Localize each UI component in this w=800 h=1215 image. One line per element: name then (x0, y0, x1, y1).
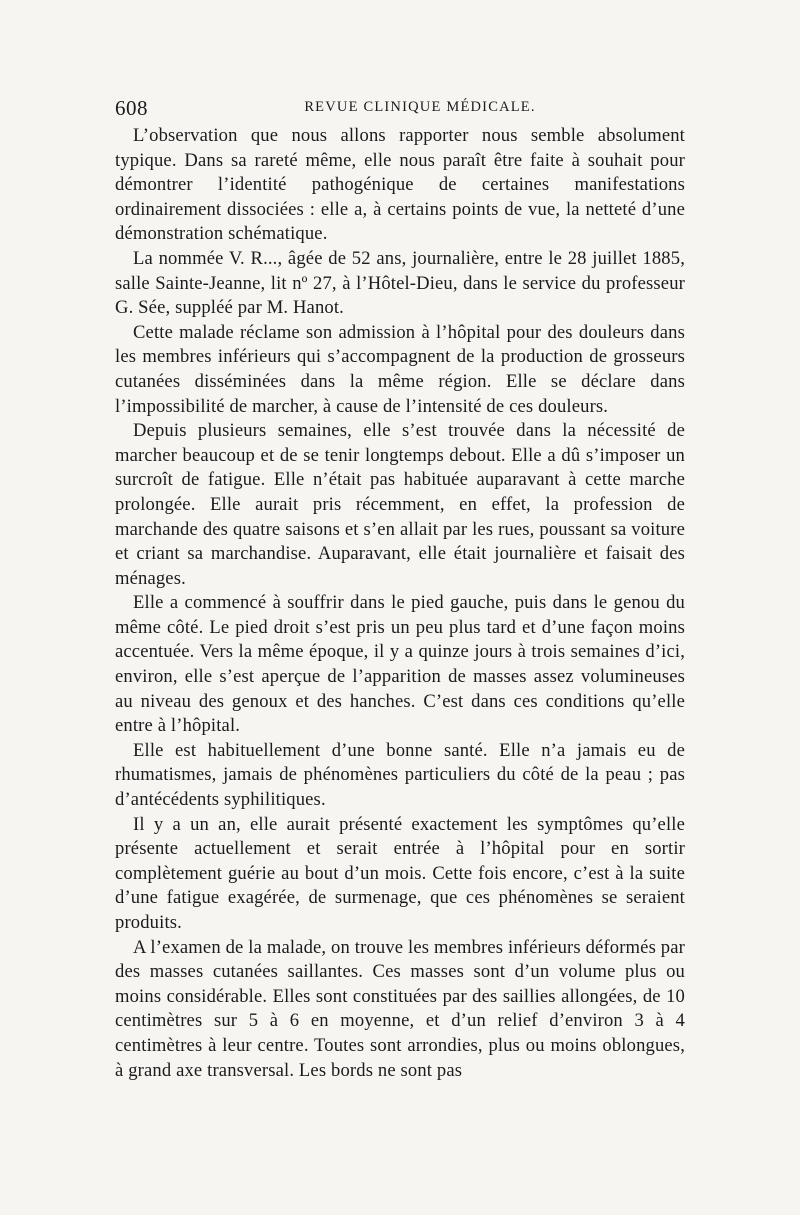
page-number: 608 (115, 96, 148, 120)
paragraph-3: Cette malade réclame son admission à l’hôpital pour des douleurs dans les membres inférieurs qui s’accompagnent de la production de grosseurs cutanées disséminées dans la même région. Elle se déclare dans l’impossibilité de marcher, à cause de l’intensité de ces douleurs. (115, 321, 685, 417)
running-head (115, 96, 685, 120)
paragraph-2: La nommée V. R..., âgée de 52 ans, journalière, entre le 28 juillet 1885, salle Sainte-Jeanne, lit nº 27, à l’Hôtel-Dieu, dans le service du professeur G. Sée, suppléé par M. Hanot. (115, 247, 685, 319)
paragraph-7: Il y a un an, elle aurait présenté exactement les symptômes qu’elle présente actuellement et serait entrée à l’hôpital pour en sortir complètement guérie au bout d’un mois. Cette fois encore, c’est à la suite d’une fatigue exagérée, de surmenage, que ces phénomènes se seraient produits. (115, 813, 685, 933)
paragraph-4: Depuis plusieurs semaines, elle s’est trouvée dans la nécessité de marcher beaucoup et de se tenir longtemps debout. Elle a dû s’imposer un surcroît de fatigue. Elle n’était pas habituée auparavant à cette marche prolongée. Elle aurait pris récemment, en effet, la profession de marchande des quatre saisons et s’en allait par les rues, poussant sa voiture et criant sa marchandise. Auparavant, elle était journalière et faisait des ménages. (115, 420, 685, 589)
body-text (115, 124, 685, 1083)
paragraph-8: A l’examen de la malade, on trouve les membres inférieurs déformés par des masses cutanées saillantes. Ces masses sont d’un volume plus ou moins considérable. Elles sont constituées par des saillies allongées, de 10 centimètres sur 5 à 6 en moyenne, et d’un relief d’environ 3 à 4 centimètres à leur centre. Toutes sont arrondies, plus ou moins oblongues, à grand axe transversal. Les bords ne sont pas (115, 936, 685, 1081)
paragraph-6: Elle est habituellement d’une bonne santé. Elle n’a jamais eu de rhumatismes, jamais de phénomènes particuliers du côté de la peau ; pas d’antécédents syphilitiques. (115, 739, 685, 811)
journal-title: REVUE CLINIQUE MÉDICALE. (304, 99, 536, 115)
paragraph-5: Elle a commencé à souffrir dans le pied gauche, puis dans le genou du même côté. Le pied droit s’est pris un peu plus tard et d’une façon moins accentuée. Vers la même époque, il y a quinze jours à trois semaines d’ici, environ, elle s’est aperçue de l’apparition de masses assez volumineuses au niveau des genoux et des hanches. C’est dans ces conditions qu’elle entre à l’hôpital. (115, 592, 685, 737)
paragraph-1: L’observation que nous allons rapporter nous semble absolument typique. Dans sa rareté même, elle nous paraît être faite à souhait pour démontrer l’identité pathogénique de certaines manifestations ordinairement dissociées : elle a, à certains points de vue, la netteté d’une démonstration schématique. (115, 125, 685, 245)
